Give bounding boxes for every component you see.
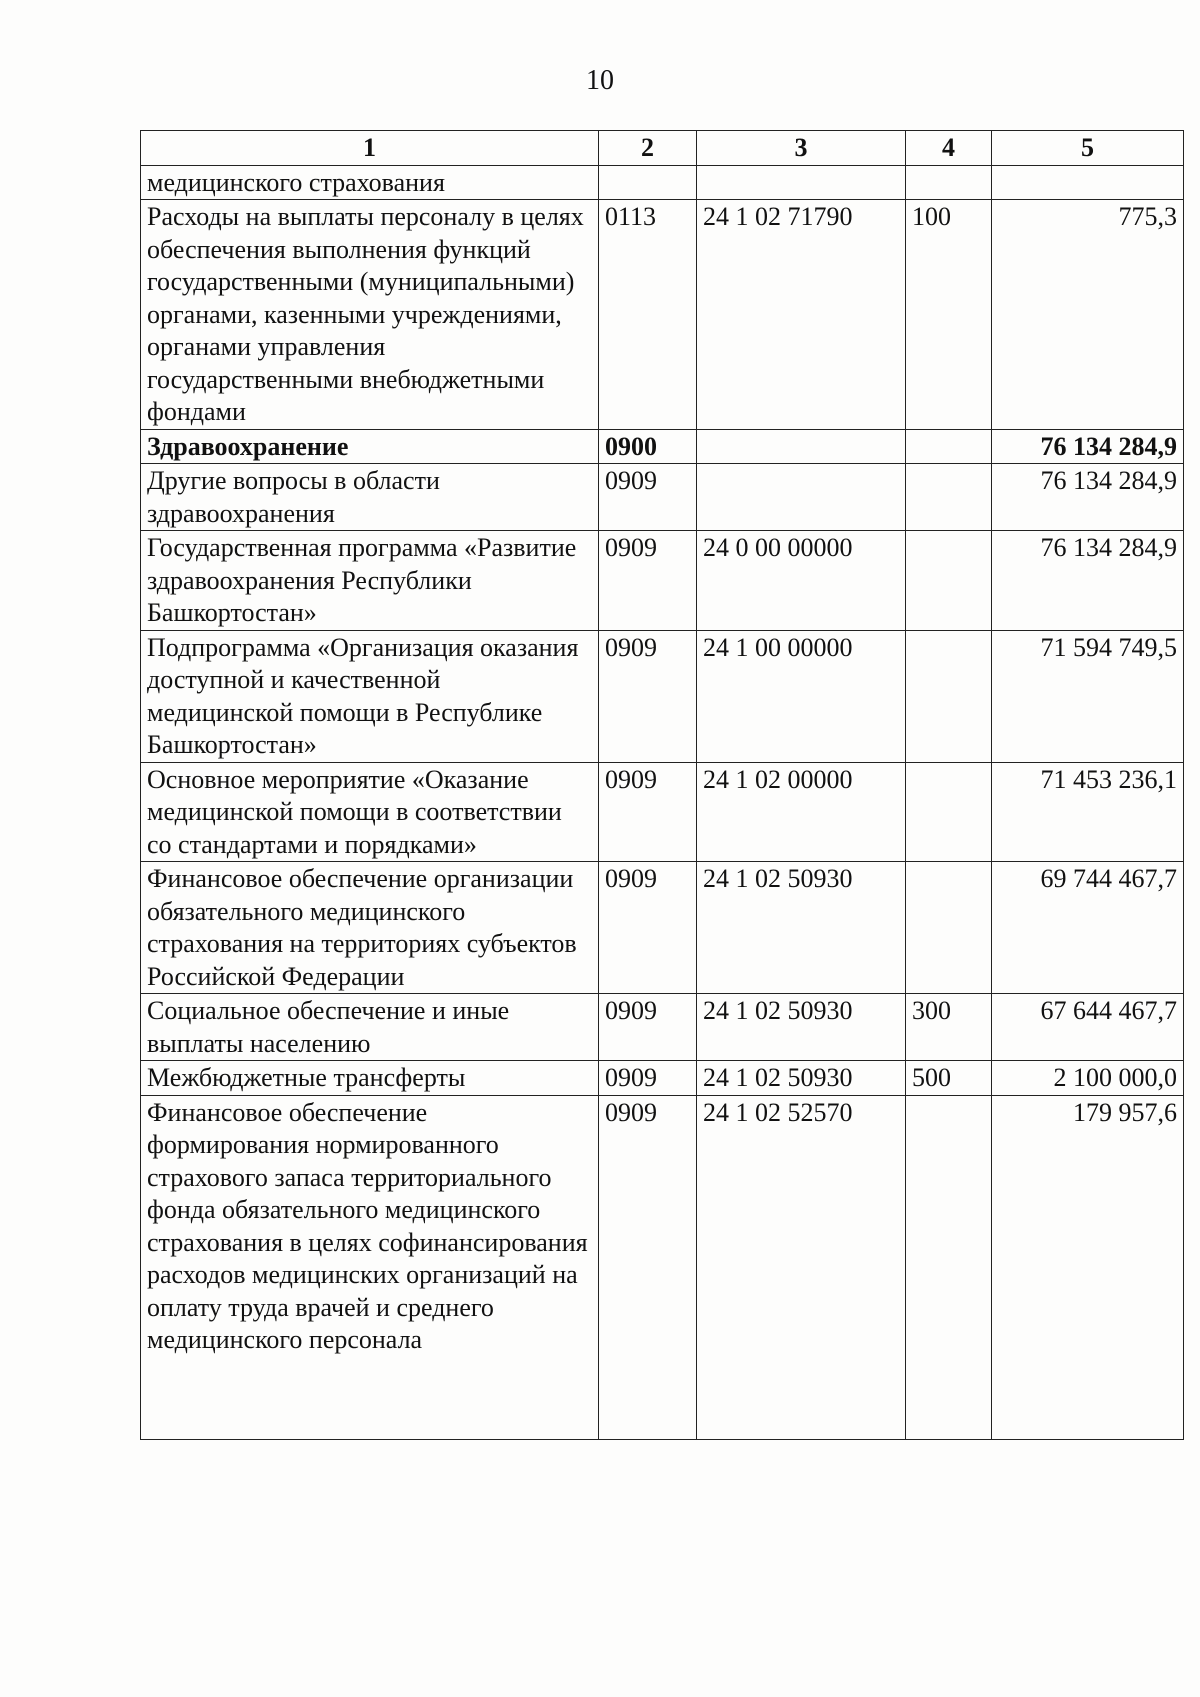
row-amount: 76 134 284,9	[992, 429, 1184, 464]
row-code: 24 0 00 00000	[697, 531, 906, 631]
row-code	[697, 429, 906, 464]
row-type	[906, 1095, 992, 1439]
row-code: 24 1 02 50930	[697, 1061, 906, 1096]
row-amount	[992, 165, 1184, 200]
row-code	[697, 165, 906, 200]
row-type: 500	[906, 1061, 992, 1096]
budget-table	[140, 130, 1184, 1440]
row-name: Здравоохранение	[141, 429, 599, 464]
table-row	[141, 1095, 1184, 1439]
header-col-1: 1	[141, 131, 599, 166]
row-name: Социальное обеспечение и иные выплаты населению	[141, 994, 599, 1061]
header-col-5: 5	[992, 131, 1184, 166]
row-amount: 71 594 749,5	[992, 630, 1184, 762]
row-section: 0909	[599, 1095, 697, 1439]
row-section: 0909	[599, 464, 697, 531]
table-row-section-total	[141, 429, 1184, 464]
row-name: Финансовое обеспечение организации обязательного медицинского страхования на территориях субъектов Российской Федерации	[141, 862, 599, 994]
row-type	[906, 862, 992, 994]
row-section: 0909	[599, 531, 697, 631]
row-amount: 69 744 467,7	[992, 862, 1184, 994]
row-section: 0909	[599, 862, 697, 994]
row-name: Другие вопросы в области здравоохранения	[141, 464, 599, 531]
row-type	[906, 762, 992, 862]
row-section: 0909	[599, 762, 697, 862]
table-body	[141, 165, 1184, 1439]
table-row	[141, 994, 1184, 1061]
table-row	[141, 862, 1184, 994]
header-col-4: 4	[906, 131, 992, 166]
row-type	[906, 464, 992, 531]
row-name: медицинского страхования	[141, 165, 599, 200]
row-amount: 179 957,6	[992, 1095, 1184, 1439]
row-type	[906, 165, 992, 200]
row-type	[906, 429, 992, 464]
row-name: Финансовое обеспечение формирования нормированного страхового запаса территориального фонда обязательного медицинского страхования в целях софинансирования расходов медицинских организаций на оплату труда врачей и среднего медицинского персонала	[141, 1095, 599, 1439]
row-code: 24 1 02 50930	[697, 862, 906, 994]
row-section: 0909	[599, 994, 697, 1061]
row-type: 100	[906, 200, 992, 430]
row-type	[906, 531, 992, 631]
row-amount: 2 100 000,0	[992, 1061, 1184, 1096]
row-section: 0909	[599, 1061, 697, 1096]
row-amount: 76 134 284,9	[992, 464, 1184, 531]
row-name: Межбюджетные трансферты	[141, 1061, 599, 1096]
row-amount: 67 644 467,7	[992, 994, 1184, 1061]
table-header	[141, 131, 1184, 166]
row-section: 0113	[599, 200, 697, 430]
table-row	[141, 762, 1184, 862]
row-name: Расходы на выплаты персоналу в целях обеспечения выполнения функций государственными (муниципальными) органами, казенными учреждениями, органами управления государственными внебюджетными фондами	[141, 200, 599, 430]
header-col-3: 3	[697, 131, 906, 166]
row-code: 24 1 02 71790	[697, 200, 906, 430]
table-row	[141, 531, 1184, 631]
row-section	[599, 165, 697, 200]
row-section: 0909	[599, 630, 697, 762]
row-amount: 71 453 236,1	[992, 762, 1184, 862]
table-row	[141, 464, 1184, 531]
row-code: 24 1 02 00000	[697, 762, 906, 862]
table-row	[141, 200, 1184, 430]
table-row	[141, 1061, 1184, 1096]
row-name: Подпрограмма «Организация оказания доступной и качественной медицинской помощи в Республике Башкортостан»	[141, 630, 599, 762]
row-type	[906, 630, 992, 762]
row-code: 24 1 02 50930	[697, 994, 906, 1061]
row-section: 0900	[599, 429, 697, 464]
row-code: 24 1 00 00000	[697, 630, 906, 762]
row-name: Основное мероприятие «Оказание медицинской помощи в соответствии со стандартами и порядками»	[141, 762, 599, 862]
header-col-2: 2	[599, 131, 697, 166]
row-code	[697, 464, 906, 531]
row-name: Государственная программа «Развитие здравоохранения Республики Башкортостан»	[141, 531, 599, 631]
row-amount: 775,3	[992, 200, 1184, 430]
row-type: 300	[906, 994, 992, 1061]
header-row	[141, 131, 1184, 166]
row-amount: 76 134 284,9	[992, 531, 1184, 631]
row-code: 24 1 02 52570	[697, 1095, 906, 1439]
table-row	[141, 630, 1184, 762]
page-number: 10	[586, 65, 614, 96]
table-row	[141, 165, 1184, 200]
